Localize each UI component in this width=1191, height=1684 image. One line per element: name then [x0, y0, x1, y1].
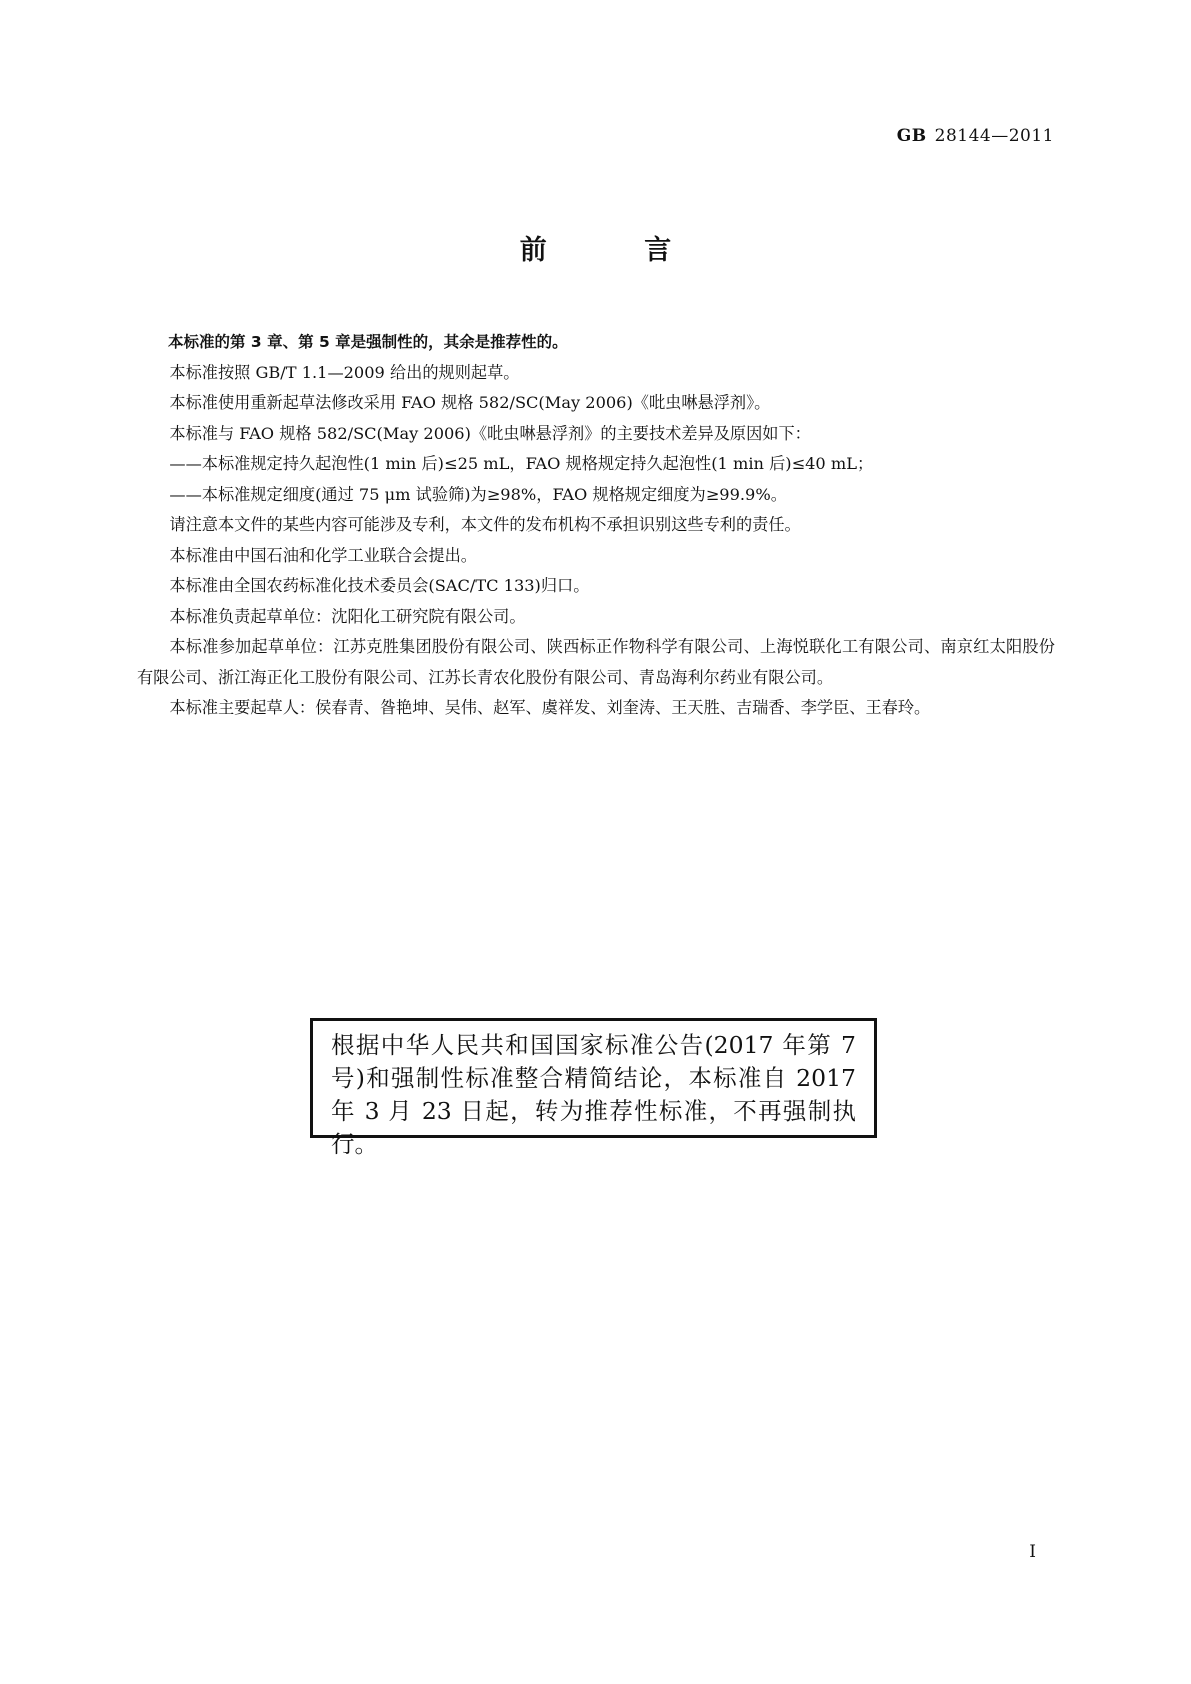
patent-notice-paragraph: 请注意本文件的某些内容可能涉及专利，本文件的发布机构不承担识别这些专利的责任。: [169, 515, 801, 534]
adoption-paragraph: 本标准使用重新起草法修改采用 FAO 规格 582/SC(May 2006)《吡虫啉悬浮剂》。: [169, 393, 771, 412]
page-number: I: [1029, 1542, 1036, 1562]
difference-item-fineness: ——本标准规定细度(通过 75 μm 试验筛)为≥98%，FAO 规格规定细度为≥99.9%。: [169, 484, 787, 504]
proposer-paragraph: 本标准由中国石油和化学工业联合会提出。: [169, 545, 477, 565]
drafters-paragraph: 本标准主要起草人：侯春青、昝艳坤、吴伟、赵军、虞祥发、刘奎涛、王天胜、吉瑞香、李学臣、王春玲。: [169, 698, 931, 717]
preface-body: [137, 327, 1055, 724]
standard-number-header: [897, 126, 1054, 146]
participating-units-paragraph: 本标准参加起草单位：江苏克胜集团股份有限公司、陕西标正作物科学有限公司、上海悦联化工有限公司、南京红太阳股份有限公司、浙江海正化工股份有限公司、江苏长青农化股份有限公司、青岛海利尔药业有限公司。: [137, 637, 1055, 687]
standard-prefix: GB: [896, 126, 927, 146]
drafting-rules-paragraph: 本标准按照 GB/T 1.1—2009 给出的规则起草。: [169, 362, 520, 382]
difference-item-foaming: ——本标准规定持久起泡性(1 min 后)≤25 mL，FAO 规格规定持久起泡性(1 min 后)≤40 mL；: [169, 454, 874, 473]
mandatory-clause-paragraph: 本标准的第 3 章、第 5 章是强制性的，其余是推荐性的。: [168, 333, 568, 351]
committee-paragraph: 本标准由全国农药标准化技术委员会(SAC/TC 133)归口。: [169, 576, 590, 595]
lead-drafter-paragraph: 本标准负责起草单位：沈阳化工研究院有限公司。: [169, 606, 526, 626]
status-change-notice-box: 根据中华人民共和国国家标准公告(2017 年第 7 号)和强制性标准整合精简结论，本标准自 2017 年 3 月 23 日起，转为推荐性标准，不再强制执行。: [310, 1018, 877, 1138]
differences-intro-paragraph: 本标准与 FAO 规格 582/SC(May 2006)《吡虫啉悬浮剂》的主要技术差异及原因如下：: [169, 423, 811, 443]
preface-title: 前 言: [519, 235, 716, 266]
standard-number: 28144—2011: [934, 126, 1054, 146]
